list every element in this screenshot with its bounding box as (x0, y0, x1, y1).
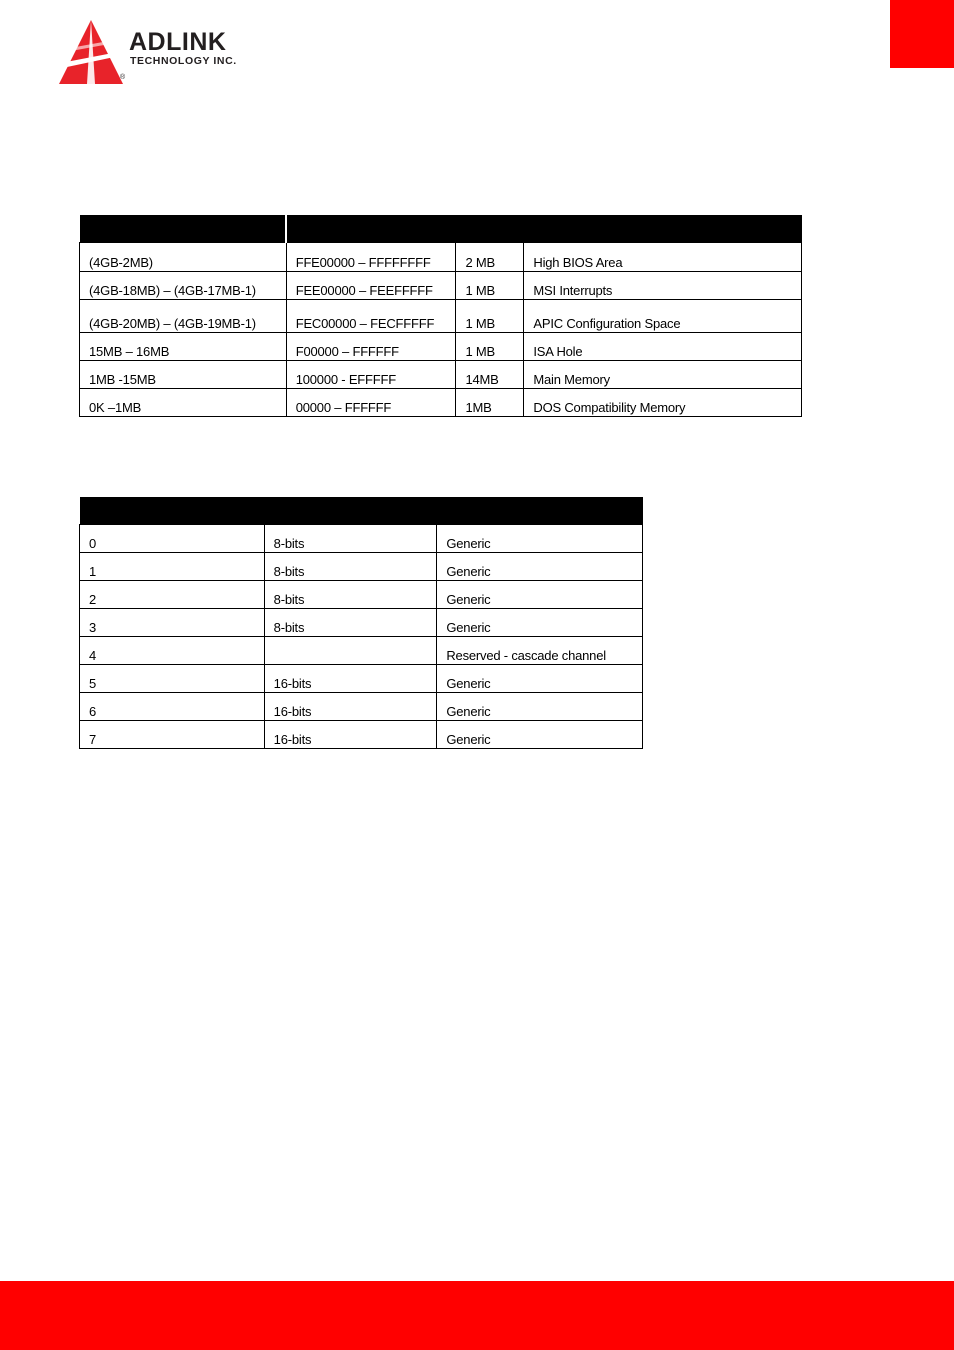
width-cell: 16-bits (264, 693, 437, 721)
logo-wordmark: ADLINK (129, 28, 227, 56)
channel-cell: 3 (80, 609, 265, 637)
function-cell: Reserved - cascade channel (437, 637, 643, 665)
channel-cell: 5 (80, 665, 265, 693)
width-cell: 16-bits (264, 665, 437, 693)
memory-map-header (80, 215, 802, 243)
table-row (80, 637, 643, 665)
channel-cell: 4 (80, 637, 265, 665)
size-cell: 1 MB (456, 333, 524, 361)
chapter-tab (890, 0, 954, 68)
width-cell (264, 637, 437, 665)
width-cell: 8-bits (264, 581, 437, 609)
channel-cell: 2 (80, 581, 265, 609)
table-row (80, 581, 643, 609)
function-cell: Generic (437, 609, 643, 637)
size-cell: 2 MB (456, 243, 524, 272)
size-cell: 1 MB (456, 272, 524, 300)
width-cell: 8-bits (264, 553, 437, 581)
table-row (80, 361, 802, 389)
table-row (80, 300, 802, 333)
function-cell: Generic (437, 693, 643, 721)
adlink-triangle-icon (58, 18, 128, 86)
channel-cell: 7 (80, 721, 265, 749)
memory-range-cell: (4GB-20MB) – (4GB-19MB-1) (80, 300, 287, 333)
adlink-logo (58, 18, 278, 88)
memory-range-cell: (4GB-2MB) (80, 243, 287, 272)
memory-range-cell: 1MB -15MB (80, 361, 287, 389)
description-cell: ISA Hole (524, 333, 802, 361)
size-cell: 1 MB (456, 300, 524, 333)
header-cell (80, 215, 287, 243)
function-cell: Generic (437, 581, 643, 609)
function-cell: Generic (437, 525, 643, 553)
channel-cell: 1 (80, 553, 265, 581)
table-row (80, 243, 802, 272)
address-cell: FEC00000 – FECFFFFF (286, 300, 456, 333)
address-cell: FEE00000 – FEEFFFFF (286, 272, 456, 300)
channel-cell: 6 (80, 693, 265, 721)
table-row (80, 272, 802, 300)
description-cell: DOS Compatibility Memory (524, 389, 802, 417)
table-row (80, 693, 643, 721)
width-cell: 8-bits (264, 609, 437, 637)
registered-mark: ® (120, 74, 126, 81)
description-cell: MSI Interrupts (524, 272, 802, 300)
channel-cell: 0 (80, 525, 265, 553)
table-row (80, 721, 643, 749)
address-cell: FFE00000 – FFFFFFFF (286, 243, 456, 272)
header-cell (286, 215, 801, 243)
logo-tagline: TECHNOLOGY INC. (130, 55, 237, 67)
header-cell (80, 497, 643, 525)
memory-range-cell: 0K –1MB (80, 389, 287, 417)
dma-channel-header (80, 497, 643, 525)
description-cell: High BIOS Area (524, 243, 802, 272)
table-row (80, 389, 802, 417)
description-cell: APIC Configuration Space (524, 300, 802, 333)
table-row (80, 553, 643, 581)
table-row (80, 333, 802, 361)
memory-range-cell: 15MB – 16MB (80, 333, 287, 361)
description-cell: Main Memory (524, 361, 802, 389)
width-cell: 16-bits (264, 721, 437, 749)
function-cell: Generic (437, 553, 643, 581)
function-cell: Generic (437, 665, 643, 693)
memory-map-table (79, 215, 802, 417)
table-row (80, 525, 643, 553)
table-row (80, 665, 643, 693)
size-cell: 1MB (456, 389, 524, 417)
dma-channel-table (79, 497, 643, 749)
footer-bar (0, 1281, 954, 1350)
width-cell: 8-bits (264, 525, 437, 553)
table-row (80, 609, 643, 637)
address-cell: 100000 - EFFFFF (286, 361, 456, 389)
function-cell: Generic (437, 721, 643, 749)
address-cell: F00000 – FFFFFF (286, 333, 456, 361)
address-cell: 00000 – FFFFFF (286, 389, 456, 417)
size-cell: 14MB (456, 361, 524, 389)
memory-range-cell: (4GB-18MB) – (4GB-17MB-1) (80, 272, 287, 300)
